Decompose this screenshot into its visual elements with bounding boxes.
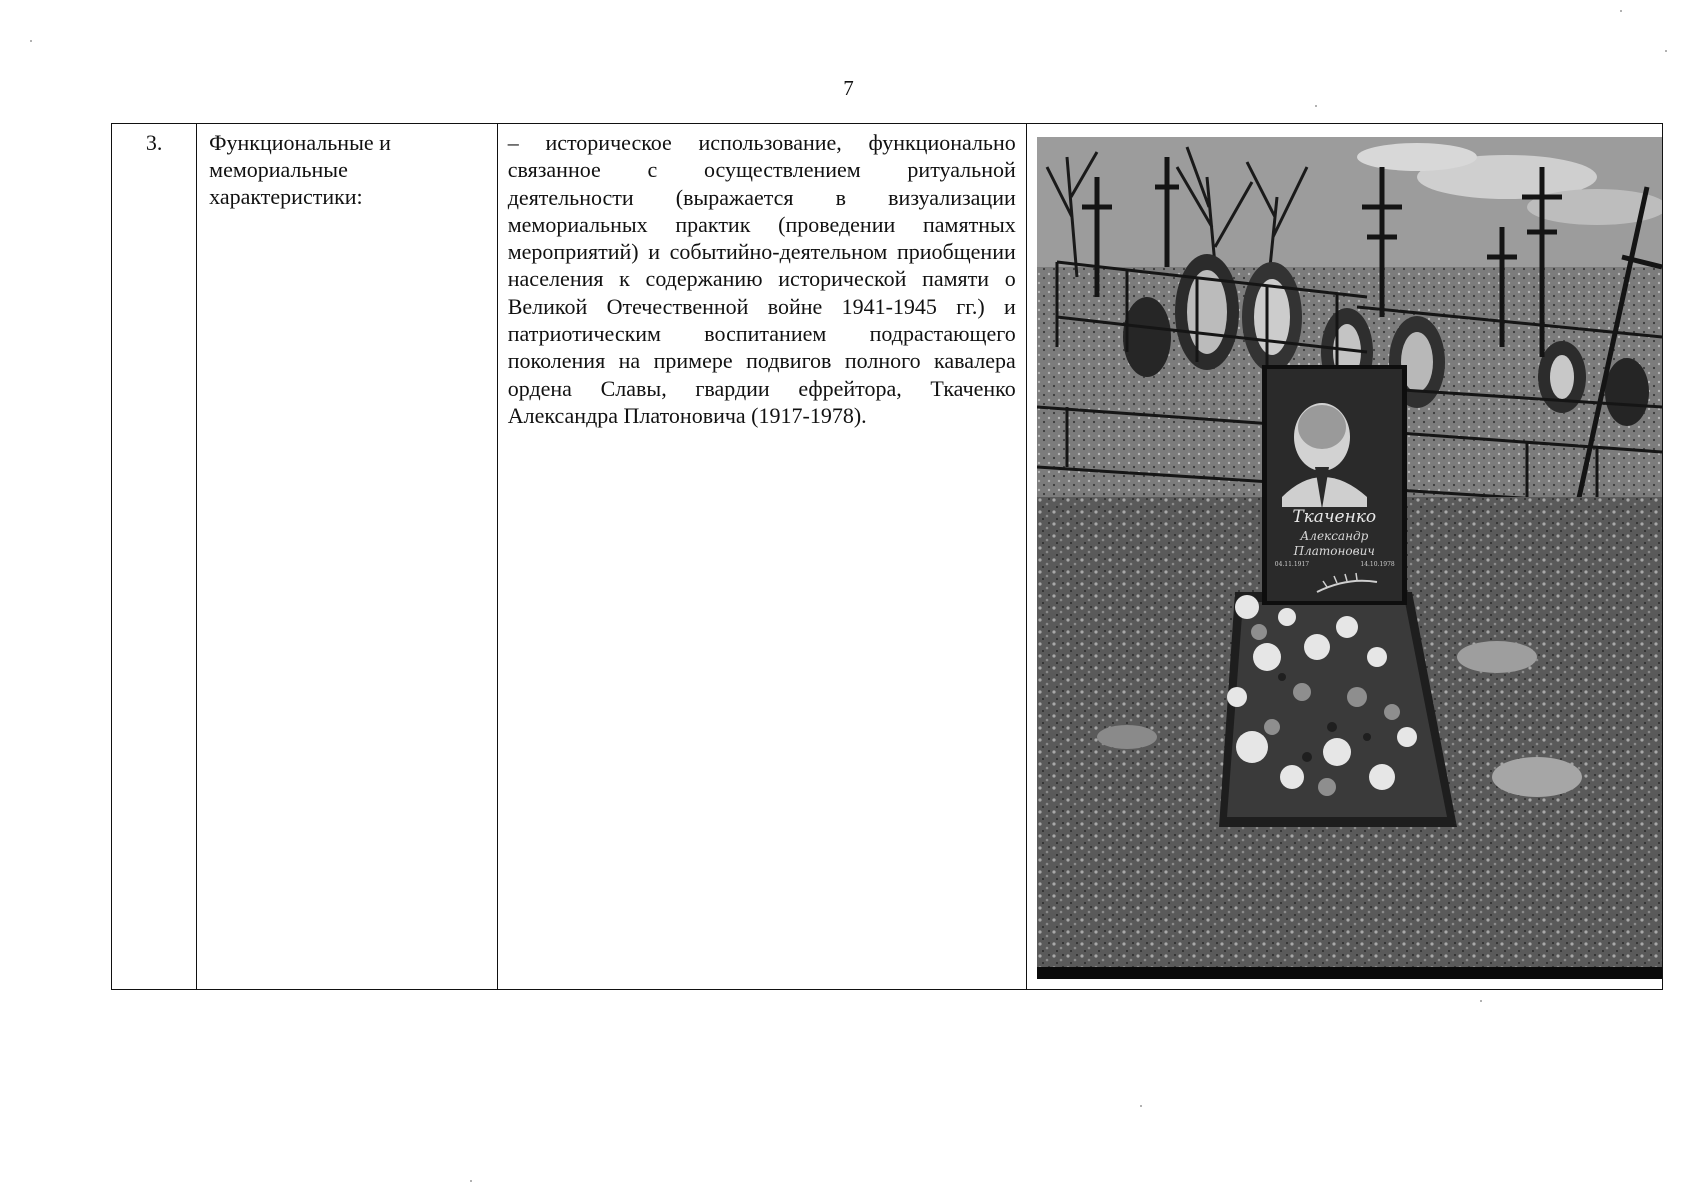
scan-speck bbox=[1665, 50, 1667, 52]
row-name: Функциональные и мемориальные характеристики: bbox=[209, 130, 391, 209]
scan-speck bbox=[1140, 1105, 1142, 1107]
scan-speck bbox=[1315, 105, 1317, 107]
plaque-patronymic: Платонович bbox=[1293, 544, 1375, 558]
plaque-death-date: 14.10.1978 bbox=[1360, 561, 1395, 568]
page-number: 7 bbox=[843, 76, 854, 100]
scan-speck bbox=[1620, 10, 1622, 12]
scan-speck bbox=[470, 1180, 472, 1182]
plaque-given-name: Александр bbox=[1300, 529, 1369, 543]
row-number-cell bbox=[112, 124, 197, 990]
photo-bottom-border bbox=[1037, 967, 1662, 979]
scan-speck bbox=[30, 40, 32, 42]
row-number: 3. bbox=[145, 130, 163, 155]
grave-photo bbox=[1037, 137, 1662, 979]
row-name-cell bbox=[197, 124, 498, 990]
row-description: – историческое использование, функционально связанное с осуществлением ритуальной деятельности (выражается в визуализации мемориальных практик (проведении памятных мероприятий) и событийно-деятельном приобщении населения к содержанию исторической памяти о Великой Отечественной войне 1941-1945 гг.) и патриотическим воспитанием подрастающего поколения на примере подвигов полного кавалера ордена Славы, гвардии ефрейтора, Ткаченко Александра Платоновича (1917-1978). bbox=[507, 130, 1016, 428]
plaque-surname: Ткаченко bbox=[1292, 507, 1377, 527]
row-photo-cell bbox=[1026, 124, 1662, 990]
scan-speck bbox=[1480, 1000, 1482, 1002]
plaque-birth-date: 04.11.1917 bbox=[1274, 561, 1310, 568]
table-row bbox=[112, 124, 1663, 990]
row-description-cell bbox=[497, 124, 1026, 990]
plaque-dates bbox=[1275, 561, 1395, 568]
characteristics-table bbox=[111, 123, 1663, 990]
